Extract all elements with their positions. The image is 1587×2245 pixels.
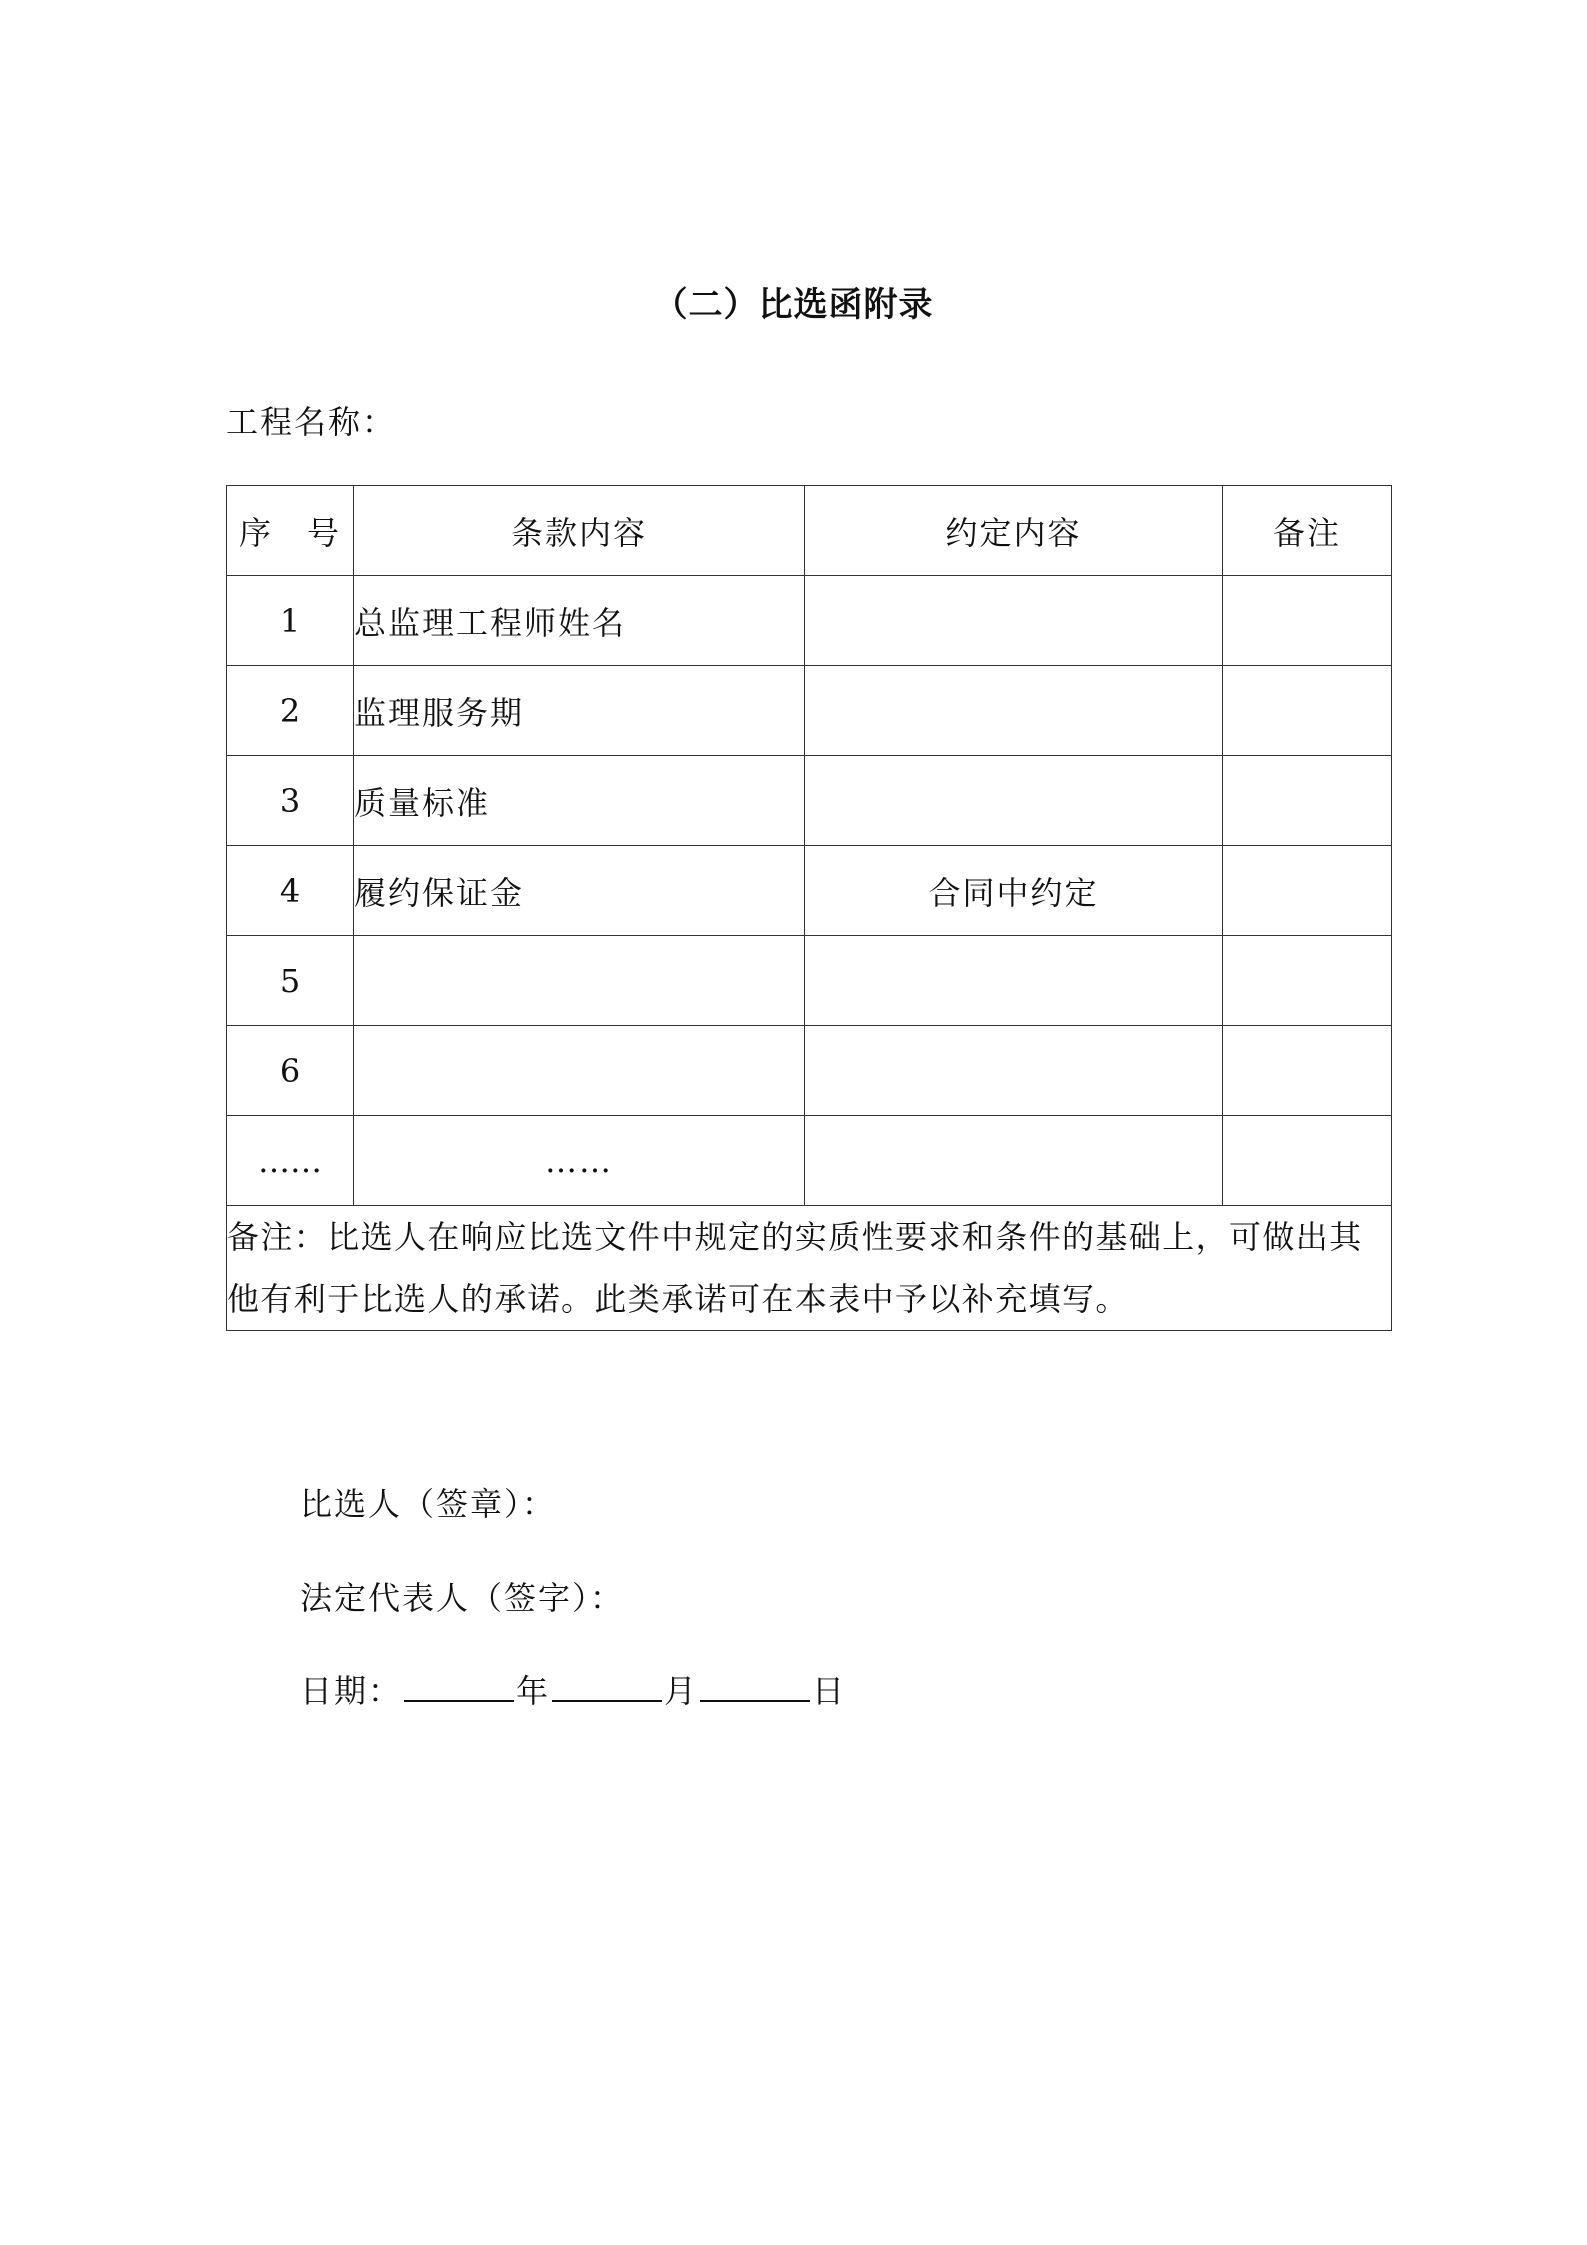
day-label: 日	[812, 1672, 847, 1710]
row-no: 2	[227, 666, 354, 756]
month-blank-field[interactable]	[552, 1670, 662, 1702]
row-term: 质量标准	[354, 756, 805, 846]
row-agreed	[805, 1026, 1223, 1116]
row-agreed: 合同中约定	[805, 846, 1223, 936]
table-note: 备注：比选人在响应比选文件中规定的实质性要求和条件的基础上，可做出其他有利于比选人的承诺。此类承诺可在本表中予以补充填写。	[227, 1206, 1392, 1331]
year-label: 年	[516, 1672, 551, 1710]
month-label: 月	[664, 1672, 699, 1710]
row-term	[354, 936, 805, 1026]
table-row	[227, 936, 1392, 1026]
project-name-label: 工程名称：	[226, 403, 397, 441]
date-label: 日期：	[300, 1672, 403, 1710]
row-no: 6	[227, 1026, 354, 1116]
row-remark	[1223, 846, 1392, 936]
row-agreed	[805, 936, 1223, 1026]
row-agreed	[805, 666, 1223, 756]
row-agreed	[805, 1116, 1223, 1206]
row-term: 履约保证金	[354, 846, 805, 936]
day-blank-field[interactable]	[700, 1670, 810, 1702]
row-remark	[1223, 576, 1392, 666]
table-row	[227, 666, 1392, 756]
row-no: 4	[227, 846, 354, 936]
table-row	[227, 846, 1392, 936]
row-remark	[1223, 666, 1392, 756]
row-term: 监理服务期	[354, 666, 805, 756]
date-line	[300, 1670, 846, 1711]
row-remark	[1223, 1026, 1392, 1116]
row-term: ……	[354, 1116, 805, 1206]
row-agreed	[805, 576, 1223, 666]
row-no: 5	[227, 936, 354, 1026]
row-term	[354, 1026, 805, 1116]
table-row	[227, 756, 1392, 846]
table-row	[227, 1116, 1392, 1206]
row-remark	[1223, 936, 1392, 1026]
page-title: （二）比选函附录	[653, 285, 934, 325]
table-row	[227, 576, 1392, 666]
row-no: 1	[227, 576, 354, 666]
row-term: 总监理工程师姓名	[354, 576, 805, 666]
header-remark: 备注	[1223, 486, 1392, 576]
year-blank-field[interactable]	[404, 1670, 514, 1702]
header-term: 条款内容	[354, 486, 805, 576]
table-header-row	[227, 486, 1392, 576]
row-remark	[1223, 756, 1392, 846]
appendix-table	[226, 485, 1392, 1331]
header-no: 序 号	[227, 486, 354, 576]
row-no: 3	[227, 756, 354, 846]
header-agreed: 约定内容	[805, 486, 1223, 576]
row-agreed	[805, 756, 1223, 846]
table-row	[227, 1026, 1392, 1116]
table-note-row	[227, 1206, 1392, 1331]
row-remark	[1223, 1116, 1392, 1206]
bidder-signature-label: 比选人（签章）：	[300, 1485, 557, 1523]
row-no: ……	[227, 1116, 354, 1206]
legal-representative-signature-label: 法定代表人（签字）：	[300, 1579, 625, 1617]
